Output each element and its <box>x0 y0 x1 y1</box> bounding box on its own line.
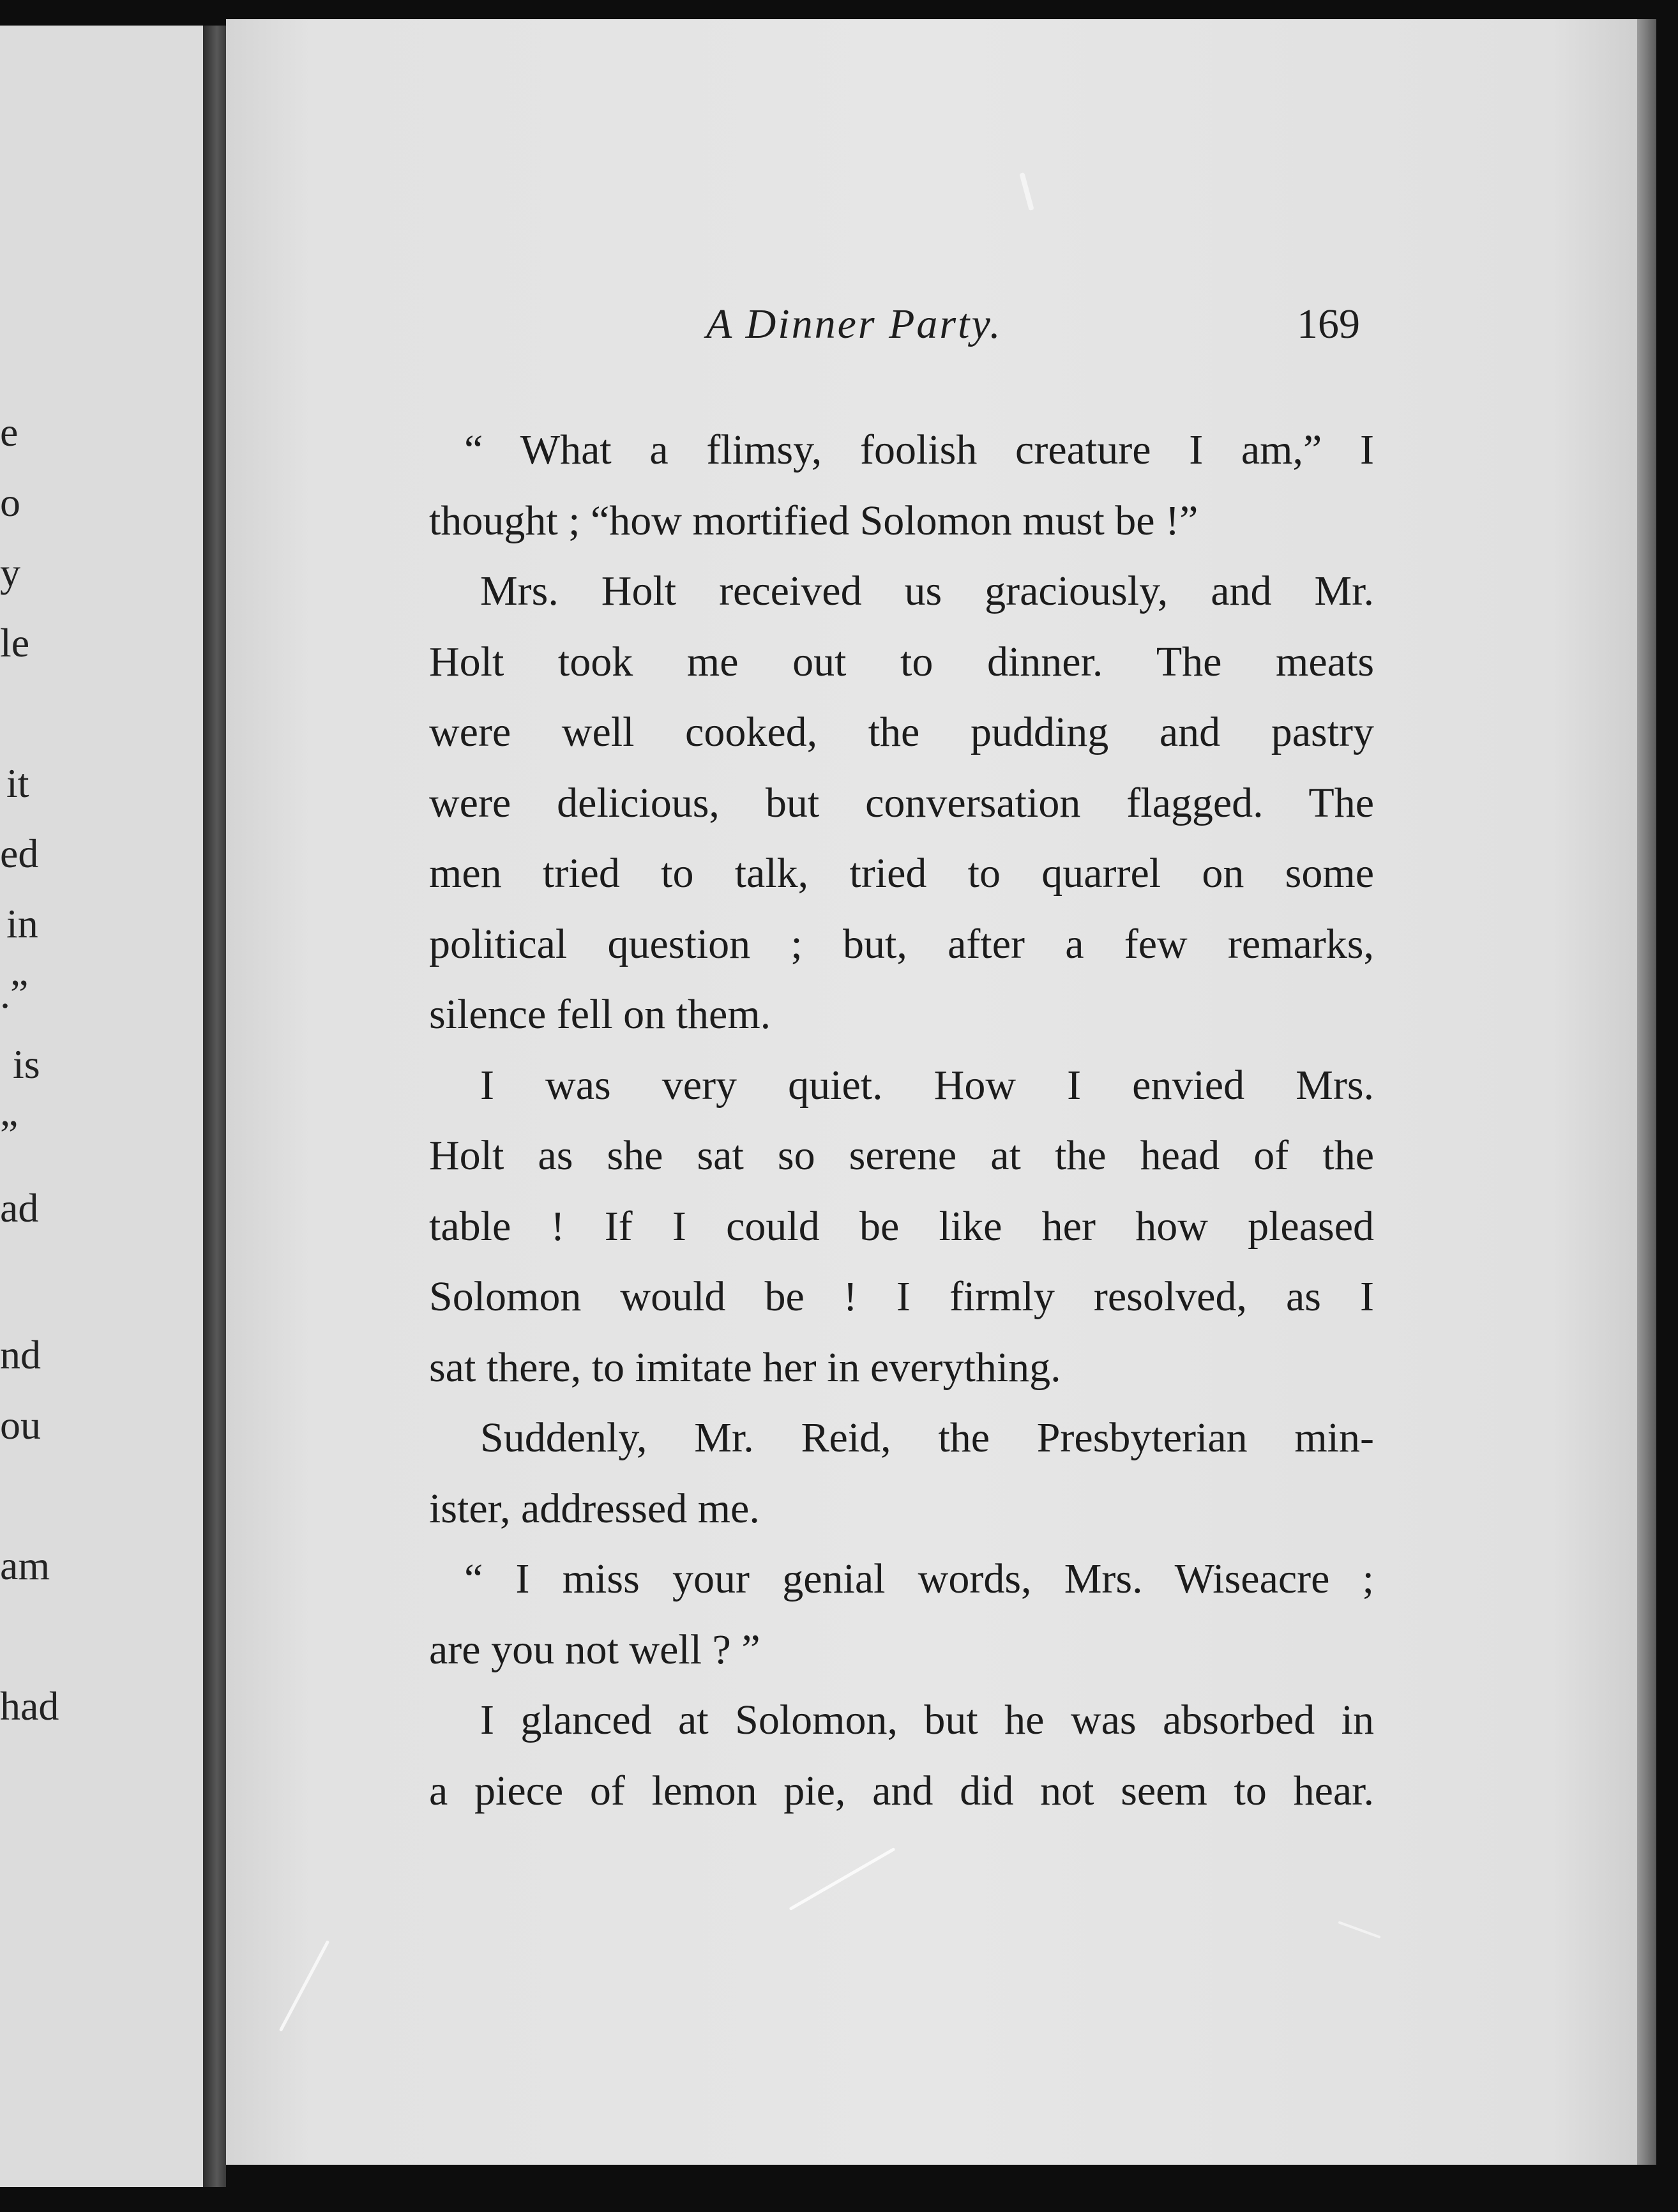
left-fragment: y <box>0 550 20 595</box>
text-line: thought ; “how mortified Solomon must be !” <box>429 497 1198 544</box>
text-line: Holt took me out to dinner. The meats <box>429 638 1374 685</box>
left-fragment: le <box>0 620 30 665</box>
page-number: 169 <box>1297 301 1360 347</box>
text-line: “ What a flimsy, foolish creature I am,” I <box>464 427 1374 473</box>
left-fragment: e <box>0 409 19 455</box>
text-line: Solomon would be ! I firmly resolved, as I <box>429 1273 1374 1320</box>
book-gutter <box>203 26 226 2187</box>
text-line: “ I miss your genial words, Mrs. Wiseacre ; <box>464 1556 1374 1602</box>
film-scratch <box>789 1847 895 1911</box>
text-line: silence fell on them. <box>429 991 771 1038</box>
text-line: were delicious, but conversation flagged. The <box>429 779 1374 826</box>
text-line: a piece of lemon pie, and did not seem to hear. <box>429 1767 1374 1814</box>
left-fragment: in <box>6 901 38 946</box>
left-fragment: ed <box>0 831 39 876</box>
left-fragment: had <box>0 1683 59 1729</box>
text-line: political question ; but, after a few remarks, <box>429 920 1374 967</box>
left-fragment: ” <box>0 1112 19 1157</box>
text-line: were well cooked, the pudding and pastry <box>429 709 1374 755</box>
text-line: Suddenly, Mr. Reid, the Presbyterian min- <box>480 1414 1374 1461</box>
running-title: A Dinner Party. <box>706 301 1002 347</box>
body-text <box>429 415 1374 1826</box>
film-scratch <box>1019 172 1034 211</box>
left-fragment: it <box>6 761 29 806</box>
left-fragment: is <box>13 1042 40 1087</box>
left-fragment: am <box>0 1543 50 1588</box>
text-line: sat there, to imitate her in everything. <box>429 1344 1061 1391</box>
text-line: are you not well ? ” <box>429 1626 760 1673</box>
left-fragment: o <box>0 480 20 525</box>
left-fragment: ad <box>0 1185 39 1231</box>
left-fragment: ou <box>0 1402 41 1448</box>
book-page <box>226 19 1637 2165</box>
left-facing-page <box>0 26 203 2187</box>
text-line: table ! If I could be like her how pleased <box>429 1202 1374 1250</box>
left-fragment: nd <box>0 1332 41 1377</box>
left-fragment: .” <box>0 971 29 1017</box>
page-right-edge <box>1637 19 1656 2165</box>
text-line: I glanced at Solomon, but he was absorbed in <box>480 1697 1374 1743</box>
text-line: I was very quiet. How I envied Mrs. <box>480 1061 1374 1109</box>
text-line: ister, addressed me. <box>429 1485 760 1532</box>
text-line: Mrs. Holt received us graciously, and Mr. <box>480 568 1374 614</box>
text-line: Holt as she sat so serene at the head of the <box>429 1132 1374 1179</box>
running-head <box>226 300 1637 358</box>
left-page-text-fragments <box>0 26 203 2187</box>
text-line: men tried to talk, tried to quarrel on some <box>429 850 1374 897</box>
film-scratch <box>1338 1921 1380 1939</box>
film-scratch <box>279 1940 330 2032</box>
